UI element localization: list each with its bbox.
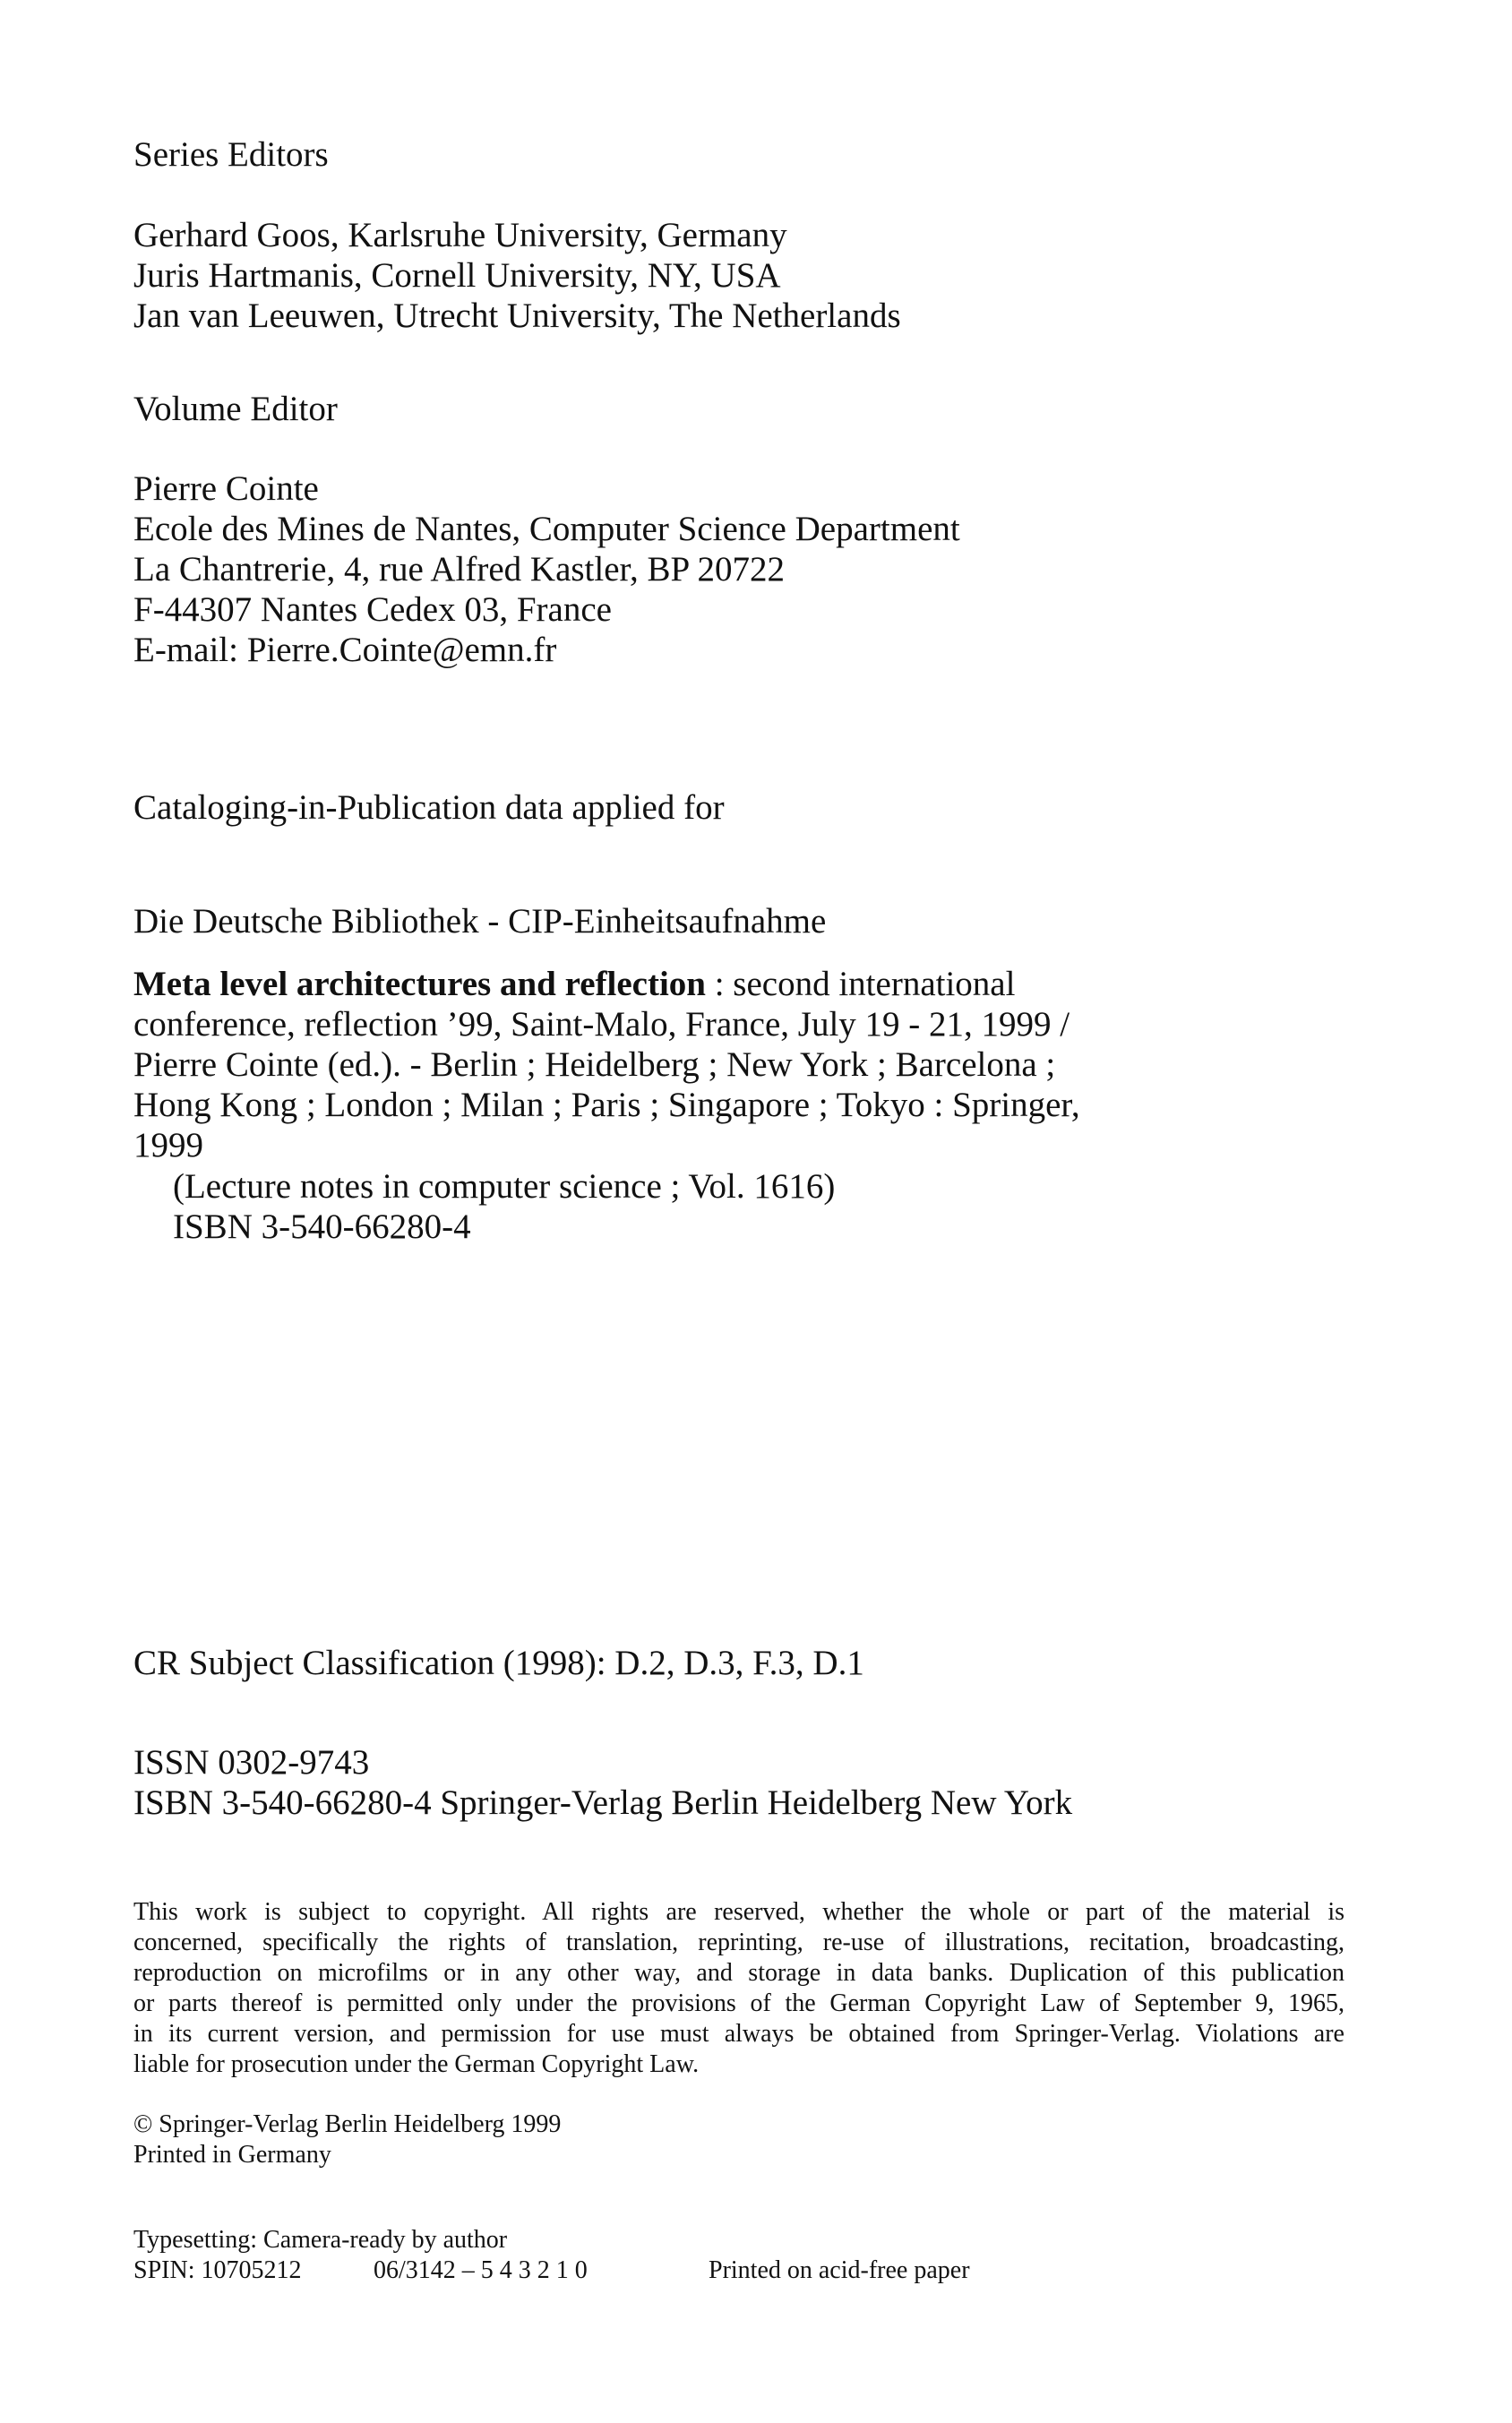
spin-number: SPIN: 10705212 [133, 2256, 302, 2284]
copyright-notice-line: concerned, specifically the rights of translation, reprinting, re-use of illustrations, recitation, broadcasting, [133, 1929, 1344, 1956]
cip-library: Die Deutsche Bibliothek - CIP-Einheitsaufnahme [133, 902, 827, 941]
copyright-notice-line: This work is subject to copyright. All rights are reserved, whether the whole or part of the material is [133, 1898, 1344, 1926]
copyright-notice [133, 1897, 1344, 2080]
series-editors-heading: Series Editors [133, 135, 329, 174]
cip-series-note: (Lecture notes in computer science ; Vol. 1616) [173, 1167, 836, 1206]
cip-entry-line: 1999 [133, 1126, 203, 1164]
copyright-notice-line: or parts thereof is permitted only under the provisions of the German Copyright Law of September 9, 1965, [133, 1989, 1344, 2017]
issn: ISSN 0302-9743 [133, 1743, 370, 1782]
copyright-notice-line: in its current version, and permission for use must always be obtained from Springer-Verlag. Violations are [133, 2020, 1344, 2048]
typesetting: Typesetting: Camera-ready by author [133, 2226, 508, 2254]
cr-classification: CR Subject Classification (1998): D.2, D.3, F.3, D.1 [133, 1644, 864, 1682]
cip-title: Meta level architectures and reflection [133, 965, 706, 1003]
printed-in: Printed in Germany [133, 2141, 331, 2169]
series-editor: Jan van Leeuwen, Utrecht University, The Netherlands [133, 296, 901, 335]
paper-note: Printed on acid-free paper [709, 2256, 970, 2284]
cip-entry-line: conference, reflection ’99, Saint-Malo, France, July 19 - 21, 1999 / [133, 1005, 1070, 1044]
volume-editor-heading: Volume Editor [133, 390, 338, 428]
volume-editor-name: Pierre Cointe [133, 469, 319, 508]
copyright-notice-line: liable for prosecution under the German Copyright Law. [133, 2050, 700, 2078]
copyright-line: © Springer-Verlag Berlin Heidelberg 1999 [133, 2110, 562, 2138]
print-code: 06/3142 – 5 4 3 2 1 0 [374, 2256, 588, 2284]
volume-editor-affiliation: Ecole des Mines de Nantes, Computer Science Department [133, 510, 960, 548]
cip-isbn: ISBN 3-540-66280-4 [173, 1207, 471, 1246]
series-editor: Juris Hartmanis, Cornell University, NY, USA [133, 256, 781, 295]
cataloging-note: Cataloging-in-Publication data applied for [133, 788, 725, 827]
cip-entry-line: Hong Kong ; London ; Milan ; Paris ; Singapore ; Tokyo : Springer, [133, 1086, 1080, 1124]
volume-editor-city: F-44307 Nantes Cedex 03, France [133, 590, 612, 629]
cip-title-rest: : second international [705, 965, 1016, 1003]
copyright-page [133, 0, 1352, 2423]
volume-editor-email: E-mail: Pierre.Cointe@emn.fr [133, 631, 557, 669]
cip-entry-line: Pierre Cointe (ed.). - Berlin ; Heidelberg ; New York ; Barcelona ; [133, 1045, 1056, 1084]
copyright-notice-line: reproduction on microfilms or in any other way, and storage in data banks. Duplication of this publication [133, 1959, 1344, 1987]
cip-entry-first-line [133, 964, 1015, 1005]
series-editor: Gerhard Goos, Karlsruhe University, Germany [133, 216, 787, 254]
isbn-publisher: ISBN 3-540-66280-4 Springer-Verlag Berlin Heidelberg New York [133, 1783, 1073, 1822]
spin-row [133, 2255, 1119, 2286]
volume-editor-address: La Chantrerie, 4, rue Alfred Kastler, BP 20722 [133, 550, 785, 589]
